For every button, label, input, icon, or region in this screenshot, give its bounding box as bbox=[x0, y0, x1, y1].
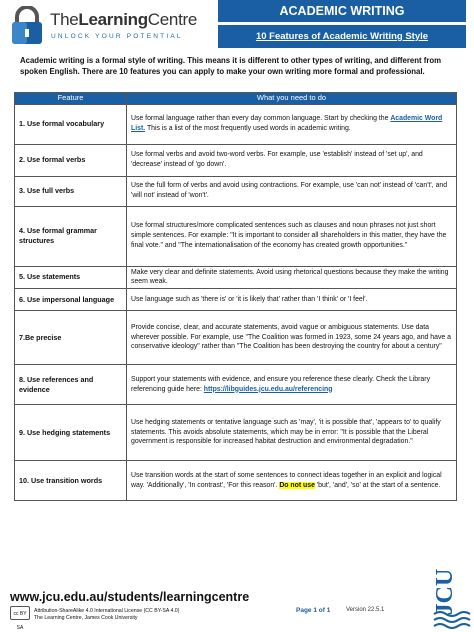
page-number: Page 1 of 1 bbox=[296, 607, 331, 614]
feature-cell: 1. Use formal vocabulary bbox=[15, 104, 127, 144]
feature-cell: 10. Use transition words bbox=[15, 461, 127, 501]
banner-title: ACADEMIC WRITING bbox=[218, 0, 466, 22]
description-cell: Use hedging statements or tentative language such as 'may', 'it is possible that', 'appears to' to qualify statements. This avoids absolute statements, which may be in error: "It is possible that the Liberal government is responsible for increased habitat destruction and environmental degradation." bbox=[127, 405, 457, 461]
feature-cell: 7.Be precise bbox=[15, 311, 127, 365]
version-label: Version 22.5.1 bbox=[346, 607, 385, 613]
description-cell: Support your statements with evidence, and ensure you reference these clearly. Check the Library referencing guide here: https://libguides.jcu.edu.au/referencing bbox=[127, 365, 457, 405]
cc-license-badge: cc BY SA bbox=[10, 606, 30, 620]
feature-cell: 2. Use formal verbs bbox=[15, 144, 127, 176]
header-what-to-do: What you need to do bbox=[127, 93, 457, 105]
table-row bbox=[15, 289, 457, 311]
do-not-use-highlight: Do not use bbox=[279, 481, 315, 489]
table-row bbox=[15, 311, 457, 365]
logo-wordmark: TheLearningCentre bbox=[50, 10, 198, 29]
table-row bbox=[15, 266, 457, 289]
svg-text:JCU: JCU bbox=[432, 568, 458, 616]
description-cell: Use the full form of verbs and avoid using contractions. For example, use 'can not' instead of 'can't', and 'will not' instead of 'won't'. bbox=[127, 176, 457, 206]
footer-license: Attribution-ShareAlike 4.0 International License (CC BY-SA 4.0) The Learning Centre, James Cook University bbox=[34, 608, 180, 621]
banner-subtitle: 10 Features of Academic Writing Style bbox=[218, 25, 466, 48]
footer-url-link[interactable]: www.jcu.edu.au/students/learningcentre bbox=[10, 590, 250, 604]
features-table bbox=[14, 92, 457, 501]
header-feature: Feature bbox=[15, 93, 127, 105]
feature-cell: 8. Use references and evidence bbox=[15, 365, 127, 405]
description-cell: Provide concise, clear, and accurate statements, avoid vague or ambiguous statements. Use data wherever possible. For example, use "The Coalition was formed in 1923, some 24 years ago, and have a conservative ideology" rather than "The Coalition has been destroying the country for about a century" bbox=[127, 311, 457, 365]
table-header-row bbox=[15, 93, 457, 105]
description-cell: Use transition words at the start of some sentences to connect ideas together in an explicit and logical way. 'Additionally', 'In contrast', 'For this reason'. Do not use 'but', 'and', 'so' at the start of a sentence. bbox=[127, 461, 457, 501]
feature-cell: 9. Use hedging statements bbox=[15, 405, 127, 461]
academic-word-list-link[interactable]: Academic Word List. bbox=[131, 115, 443, 132]
table-row bbox=[15, 104, 457, 144]
description-cell: Use formal structures/more complicated sentences such as clauses and noun phrases not just short simple sentences. For example: "It is important to consider all shareholders in this matter, they have the final vote." and "The internationalisation of the economy has created growth opportunities." bbox=[127, 206, 457, 266]
table-row bbox=[15, 461, 457, 501]
referencing-guide-link[interactable]: https://libguides.jcu.edu.au/referencing bbox=[203, 385, 333, 393]
description-cell: Use formal language rather than every day common language. Start by checking the Academic Word List. This is a list of the most frequently used words in academic writing. bbox=[127, 104, 457, 144]
learning-centre-logo bbox=[8, 6, 208, 50]
feature-cell: 5. Use statements bbox=[15, 266, 127, 289]
intro-paragraph: Academic writing is a formal style of writing. This means it is different to other types of writing, and different from spoken English. There are 10 features you can apply to make your own writing more formal and professional. bbox=[20, 56, 442, 76]
table-row bbox=[15, 206, 457, 266]
feature-cell: 6. Use impersonal language bbox=[15, 289, 127, 311]
padlock-icon bbox=[8, 6, 46, 46]
feature-cell: 4. Use formal grammar structures bbox=[15, 206, 127, 266]
jcu-logo-icon bbox=[432, 552, 472, 632]
description-cell: Use language such as 'there is' or 'it is likely that' rather than 'I think' or 'I feel'. bbox=[127, 289, 457, 311]
description-cell: Make very clear and definite statements. Avoid using rhetorical questions because they make the writing seem weak. bbox=[127, 266, 457, 289]
description-cell: Use formal verbs and avoid two-word verbs. For example, use 'establish' instead of 'set up', and 'decrease' instead of 'go down'. bbox=[127, 144, 457, 176]
table-row bbox=[15, 365, 457, 405]
table-row bbox=[15, 144, 457, 176]
feature-cell: 3. Use full verbs bbox=[15, 176, 127, 206]
table-row bbox=[15, 405, 457, 461]
logo-tagline: UNLOCK YOUR POTENTIAL bbox=[51, 33, 183, 40]
table-row bbox=[15, 176, 457, 206]
